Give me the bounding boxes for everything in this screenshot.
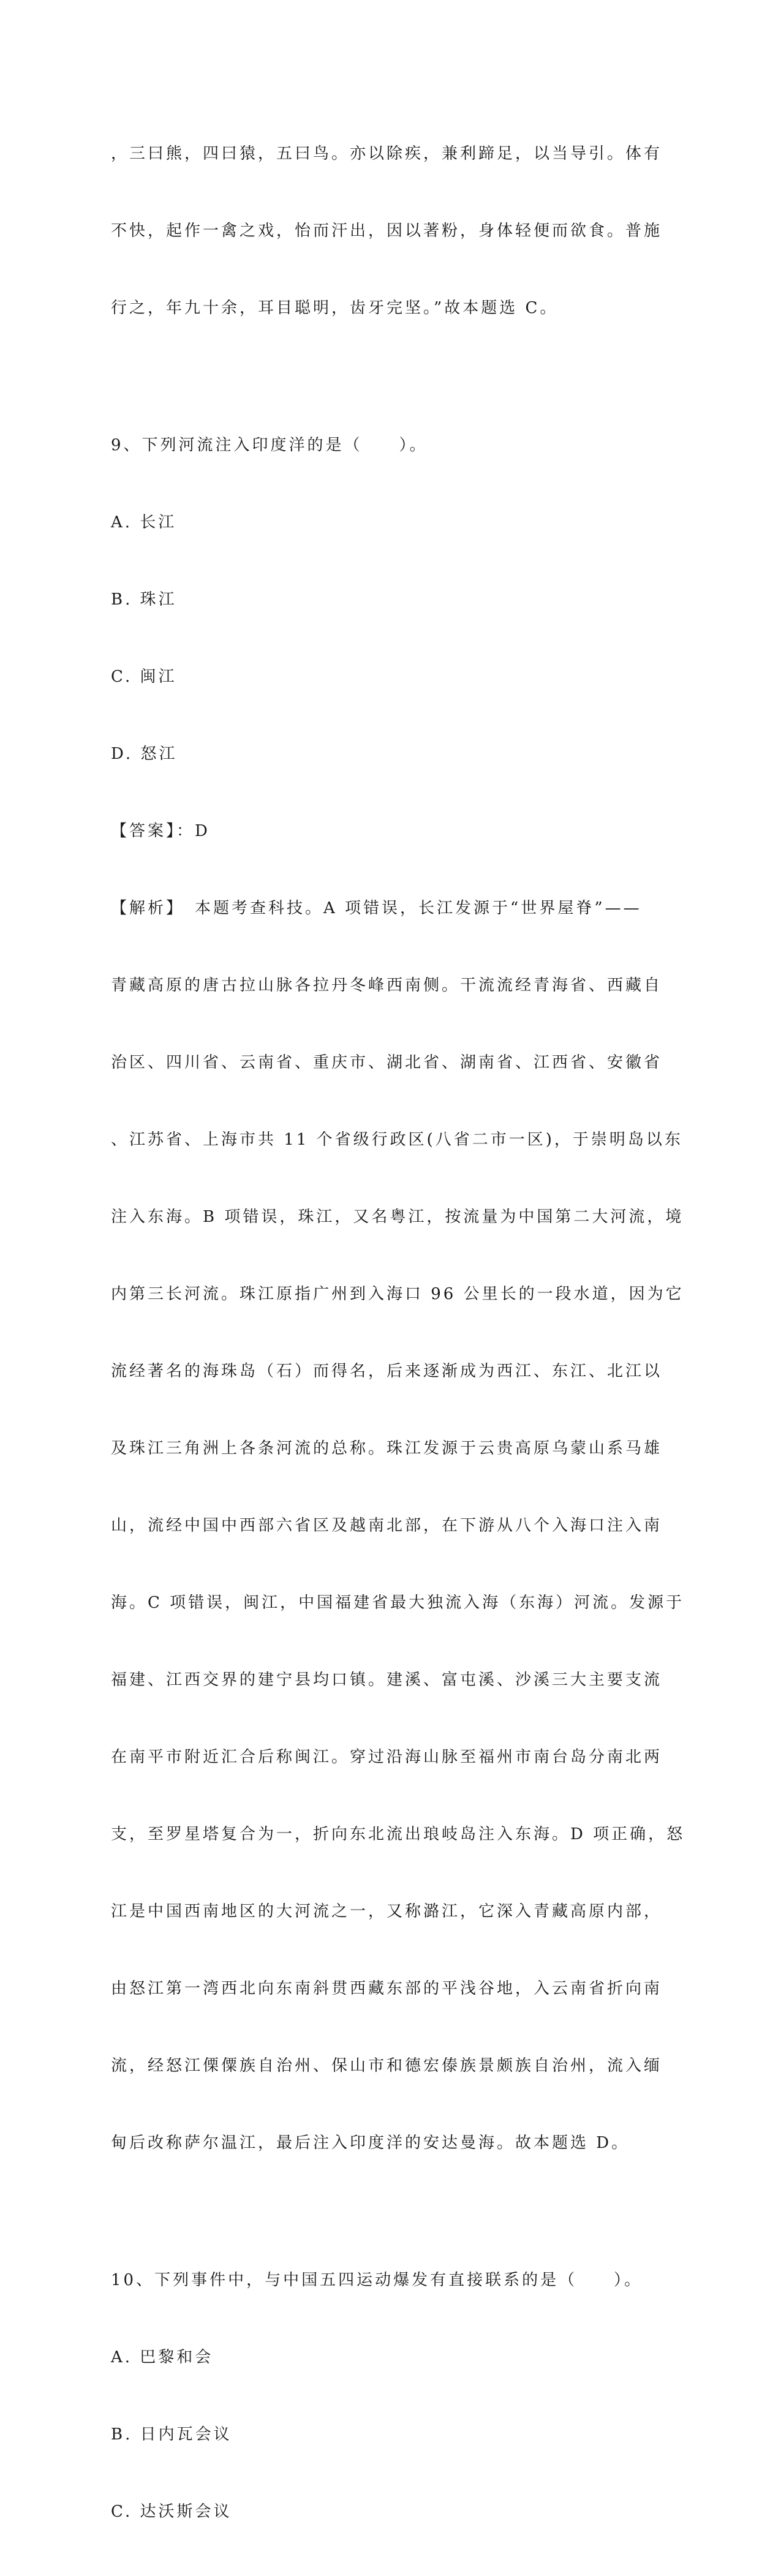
analysis-line: 及珠江三角洲上各条河流的总称。珠江发源于云贵高原乌蒙山系马雄 xyxy=(111,1439,663,1458)
option-b: B. 日内瓦会议 xyxy=(111,2425,232,2444)
analysis-line: 在南平市附近汇合后称闽江。穿过沿海山脉至福州市南台岛分南北两 xyxy=(111,1748,663,1766)
option-b: B. 珠江 xyxy=(111,590,177,609)
option-c: C. 闽江 xyxy=(111,668,177,686)
analysis-line: 青藏高原的唐古拉山脉各拉丹冬峰西南侧。干流流经青海省、西藏自 xyxy=(111,976,663,995)
answer-line: 【答案】：D xyxy=(111,822,210,840)
question-stem: 10、下列事件中，与中国五四运动爆发有直接联系的是（ ）。 xyxy=(111,2271,643,2289)
analysis-line: 治区、四川省、云南省、重庆市、湖北省、湖南省、江西省、安徽省 xyxy=(111,1053,663,1072)
option-a: A. 长江 xyxy=(111,513,177,532)
document-page xyxy=(111,89,685,2576)
analysis-line: 【解析】 本题考查科技。A 项错误，长江发源于“世界屋脊”—— xyxy=(111,899,642,917)
analysis-line: 、江苏省、上海市共 11 个省级行政区(八省二市一区)，于崇明岛以东 xyxy=(111,1131,683,1149)
analysis-line: 海。C 项错误，闽江，中国福建省最大独流入海（东海）河流。发源于 xyxy=(111,1594,685,1612)
analysis-line: 甸后改称萨尔温江，最后注入印度洋的安达曼海。故本题选 D。 xyxy=(111,2134,630,2152)
analysis-line: 流经著名的海珠岛（石）而得名，后来逐渐成为西江、东江、北江以 xyxy=(111,1362,663,1380)
previous-analysis-continuation xyxy=(111,89,663,372)
option-c: C. 达沃斯会议 xyxy=(111,2503,232,2521)
analysis-line: 支，至罗星塔复合为一，折向东北流出琅岐岛注入东海。D 项正确，怒 xyxy=(111,1825,685,1843)
text-line: 不快，起作一禽之戏，怡而汗出，因以著粉，身体轻便而欲食。普施 xyxy=(111,222,663,240)
text-line: 行之，年九十余，耳目聪明，齿牙完坚。”故本题选 C。 xyxy=(111,299,559,317)
option-d: D. 怒江 xyxy=(111,745,178,763)
option-a: A. 巴黎和会 xyxy=(111,2348,214,2367)
analysis-line: 内第三长河流。珠江原指广州到入海口 96 公里长的一段水道，因为它 xyxy=(111,1285,684,1303)
analysis-line: 由怒江第一湾西北向东南斜贯西藏东部的平浅谷地，入云南省折向南 xyxy=(111,1979,663,1998)
analysis-line: 流，经怒江傈僳族自治州、保山市和德宏傣族景颇族自治州，流入缅 xyxy=(111,2057,663,2075)
text-line: ，三曰熊，四曰猿，五曰鸟。亦以除疾，兼利蹄足，以当导引。体有 xyxy=(111,145,663,163)
analysis-line: 山，流经中国中西部六省区及越南北部，在下游从八个入海口注入南 xyxy=(111,1516,663,1535)
analysis-line: 福建、江西交界的建宁县均口镇。建溪、富屯溪、沙溪三大主要支流 xyxy=(111,1671,663,1689)
question-9 xyxy=(111,381,685,2207)
question-10 xyxy=(111,2216,650,2576)
analysis-line: 江是中国西南地区的大河流之一，又称潞江，它深入青藏高原内部， xyxy=(111,1902,663,1921)
analysis-line: 注入东海。B 项错误，珠江，又名粤江，按流量为中国第二大河流，境 xyxy=(111,1208,684,1226)
question-stem: 9、下列河流注入印度洋的是（ ）。 xyxy=(111,436,428,454)
